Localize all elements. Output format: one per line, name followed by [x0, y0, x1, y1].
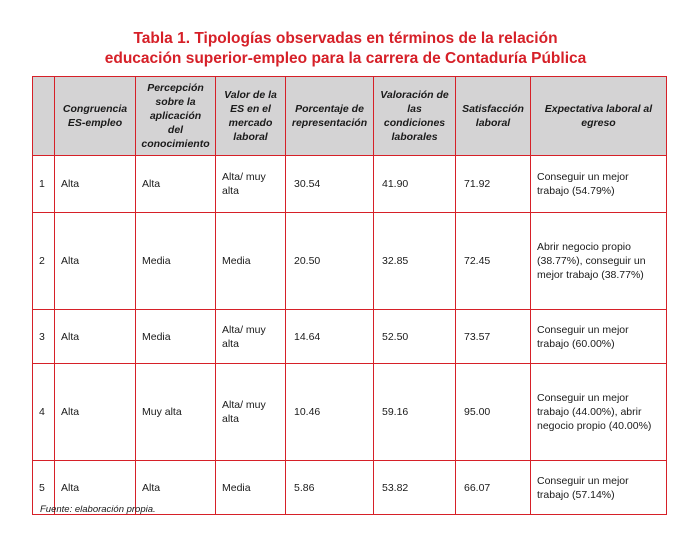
table-title	[0, 29, 691, 69]
header-valor: Valor de la ES en el mercado laboral	[216, 77, 286, 156]
table-row	[33, 156, 667, 213]
source-note: Fuente: elaboración propia.	[40, 504, 156, 515]
table-row	[33, 310, 667, 364]
header-expectativa: Expectativa laboral al egreso	[531, 77, 667, 156]
cell-porcentaje: 14.64	[286, 310, 374, 364]
cell-expectativa: Conseguir un mejor trabajo (57.14%)	[531, 461, 667, 515]
cell-satisfaccion: 71.92	[456, 156, 531, 213]
header-index	[33, 77, 55, 156]
cell-index: 2	[33, 213, 55, 310]
cell-congruencia: Alta	[55, 461, 136, 515]
table-title-line-1: Tabla 1. Tipologías observadas en términos de la relación	[133, 30, 558, 47]
cell-valor: Alta/ muy alta	[216, 310, 286, 364]
cell-percepcion: Media	[136, 213, 216, 310]
cell-valoracion: 59.16	[374, 364, 456, 461]
header-porcentaje: Porcentaje de representación	[286, 77, 374, 156]
typologies-table	[32, 76, 667, 515]
cell-percepcion: Alta	[136, 461, 216, 515]
cell-valor: Media	[216, 213, 286, 310]
header-congruencia: Congruencia ES-empleo	[55, 77, 136, 156]
header-valoracion: Valoración de las condiciones laborales	[374, 77, 456, 156]
cell-expectativa: Conseguir un mejor trabajo (44.00%), abrir negocio propio (40.00%)	[531, 364, 667, 461]
cell-satisfaccion: 95.00	[456, 364, 531, 461]
cell-valor: Alta/ muy alta	[216, 156, 286, 213]
cell-index: 3	[33, 310, 55, 364]
cell-congruencia: Alta	[55, 364, 136, 461]
cell-porcentaje: 5.86	[286, 461, 374, 515]
cell-valor: Media	[216, 461, 286, 515]
table-title-line-2: educación superior-empleo para la carrera de Contaduría Pública	[104, 50, 587, 67]
cell-satisfaccion: 73.57	[456, 310, 531, 364]
table-header-row	[33, 77, 667, 156]
cell-satisfaccion: 66.07	[456, 461, 531, 515]
cell-percepcion: Muy alta	[136, 364, 216, 461]
cell-congruencia: Alta	[55, 310, 136, 364]
table-row	[33, 364, 667, 461]
cell-expectativa: Abrir negocio propio (38.77%), conseguir un mejor trabajo (38.77%)	[531, 213, 667, 310]
cell-porcentaje: 10.46	[286, 364, 374, 461]
cell-index: 4	[33, 364, 55, 461]
cell-valoracion: 32.85	[374, 213, 456, 310]
cell-index: 5	[33, 461, 55, 515]
cell-percepcion: Media	[136, 310, 216, 364]
cell-porcentaje: 30.54	[286, 156, 374, 213]
cell-valoracion: 53.82	[374, 461, 456, 515]
table-row	[33, 213, 667, 310]
cell-valor: Alta/ muy alta	[216, 364, 286, 461]
cell-index: 1	[33, 156, 55, 213]
header-percepcion: Percepción sobre la aplicación del conocimiento	[136, 77, 216, 156]
cell-satisfaccion: 72.45	[456, 213, 531, 310]
cell-porcentaje: 20.50	[286, 213, 374, 310]
cell-congruencia: Alta	[55, 213, 136, 310]
cell-valoracion: 52.50	[374, 310, 456, 364]
cell-expectativa: Conseguir un mejor trabajo (60.00%)	[531, 310, 667, 364]
cell-percepcion: Alta	[136, 156, 216, 213]
header-satisfaccion: Satisfacción laboral	[456, 77, 531, 156]
cell-valoracion: 41.90	[374, 156, 456, 213]
cell-expectativa: Conseguir un mejor trabajo (54.79%)	[531, 156, 667, 213]
cell-congruencia: Alta	[55, 156, 136, 213]
